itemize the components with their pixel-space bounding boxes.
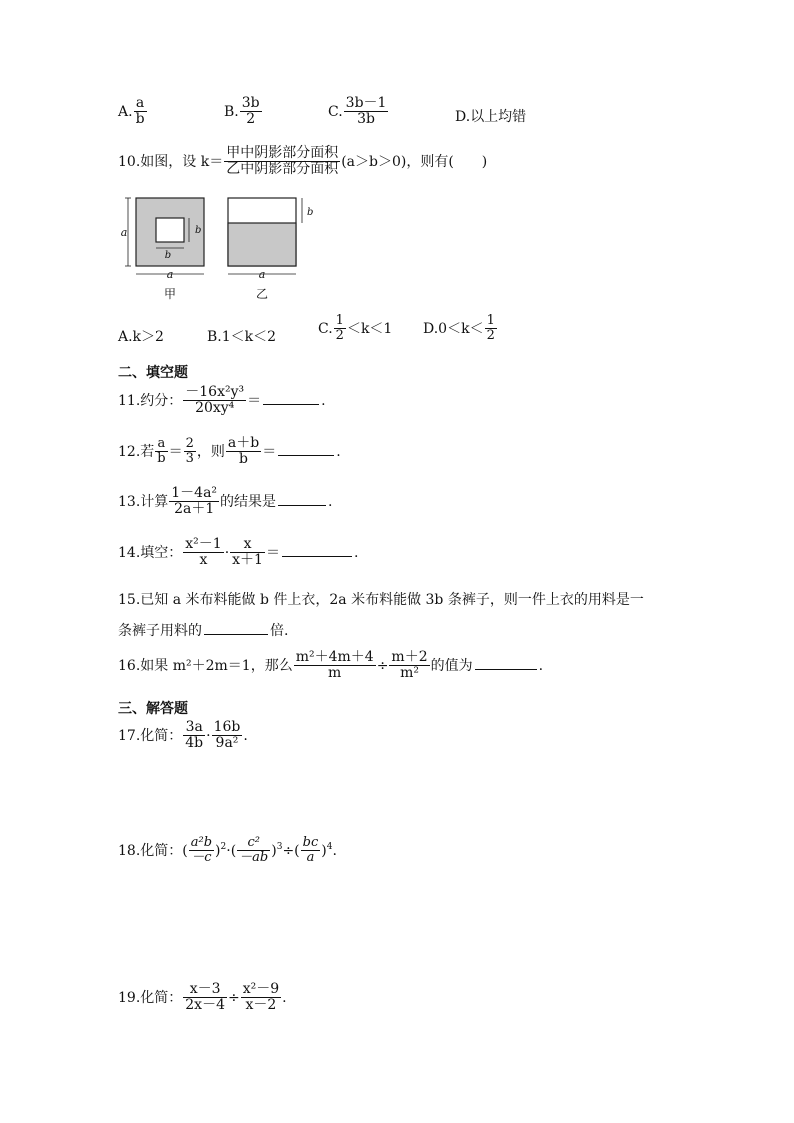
jia-inner-square: [156, 218, 184, 242]
q13-answer-blank[interactable]: [278, 493, 326, 506]
q16-answer-blank[interactable]: [475, 657, 537, 670]
svg-text:b: b: [195, 225, 202, 236]
svg-text:b: b: [164, 250, 172, 261]
q9-option-c: C. $\frac{3b-1}{3b}$: [328, 95, 387, 128]
q15-line1: 15.已知 a 米布料能做 b 件上衣，2a 米布料能做 3b 条裤子，则一件上衣的用料是一: [118, 592, 644, 608]
q16: 16.如果 m²＋2m＝1，那么 $\frac{\text{m²＋4m＋4}}{m}$ ÷ $\frac{m+2}{\text{m²}}$ 的值为 .: [118, 649, 544, 682]
q9-option-a: A. $\frac{a}{b}$: [118, 95, 145, 128]
section-fill-in-heading: 二、填空题: [118, 365, 188, 381]
q14-answer-blank[interactable]: [282, 544, 352, 557]
jia-caption: 甲: [163, 287, 177, 301]
figure-jia: [118, 190, 213, 305]
q9-option-b: B. $\frac{3b}{2}$: [224, 95, 260, 128]
q15-line2: 条裤子用料的 倍.: [118, 623, 289, 639]
q12-answer-blank[interactable]: [278, 443, 334, 456]
q9-c-fraction: $\frac{3b-1}{3b}$: [345, 95, 387, 128]
q9-b-fraction: $\frac{3b}{2}$: [241, 95, 260, 128]
yi-caption: 乙: [255, 287, 269, 301]
q12: 12.若 $\frac{a}{b}$ ＝ $\frac{2}{3}$ ，则 $\frac{a+b}{b}$ ＝ .: [118, 435, 341, 468]
svg-text:a: a: [166, 268, 174, 281]
q19: 19.化简： $\frac{x-3}{2x-4}$ ÷ $\frac{\text{x²－9}}{x-2}$ .: [118, 981, 287, 1014]
q10-option-d: D.0＜k＜ $\frac{1}{2}$: [423, 313, 495, 344]
q17: 17.化简： $\frac{3a}{4b}$ · $\frac{16b}{\text{9a²}}$ .: [118, 719, 248, 752]
q10-option-a: A.k＞2: [118, 329, 164, 345]
section-solve-heading: 三、解答题: [118, 701, 188, 717]
q9-a-fraction: $\frac{a}{b}$: [135, 95, 145, 128]
q11-answer-blank[interactable]: [263, 392, 319, 405]
q15-answer-blank[interactable]: [204, 622, 268, 635]
figure-yi: [218, 190, 313, 305]
q9-option-d: D.以上均错: [455, 109, 527, 125]
svg-text:a: a: [258, 268, 266, 281]
q10-option-b: B.1＜k＜2: [207, 329, 277, 345]
q13: 13.计算 $\frac{\text{1－4a²}}{2a+1}$ 的结果是 .: [118, 485, 333, 518]
q11: 11.约分： $\frac{\text{－16x²y³}}{\text{20xy⁴}}$ ＝ .: [118, 384, 326, 417]
q14: 14.填空： $\frac{\text{x²－1}}{x}$ · $\frac{x}{x+1}$ ＝ .: [118, 536, 359, 569]
svg-text:a: a: [120, 226, 128, 239]
yi-shaded-region: [228, 223, 296, 266]
svg-text:b: b: [307, 207, 313, 218]
q18: 18.化简：( $\frac{\text{a²b}}{-c}$ )$^2$·( $\frac{\text{c²}}{-ab}$ )$^3$÷( $\frac{bc}{a}$ )$^4$.: [118, 835, 337, 866]
q10-stem: 10.如图，设 k＝ $\frac{\text{甲中阴影部分面积}}{\text{乙中阴影部分面积}}$ (a＞b＞0)，则有( ): [118, 145, 488, 178]
q10-option-c: C. $\frac{1}{2}$ ＜k＜1: [318, 313, 393, 344]
q10-k-fraction: $\frac{\text{甲中阴影部分面积}}{\text{乙中阴影部分面积}}$: [226, 145, 339, 178]
